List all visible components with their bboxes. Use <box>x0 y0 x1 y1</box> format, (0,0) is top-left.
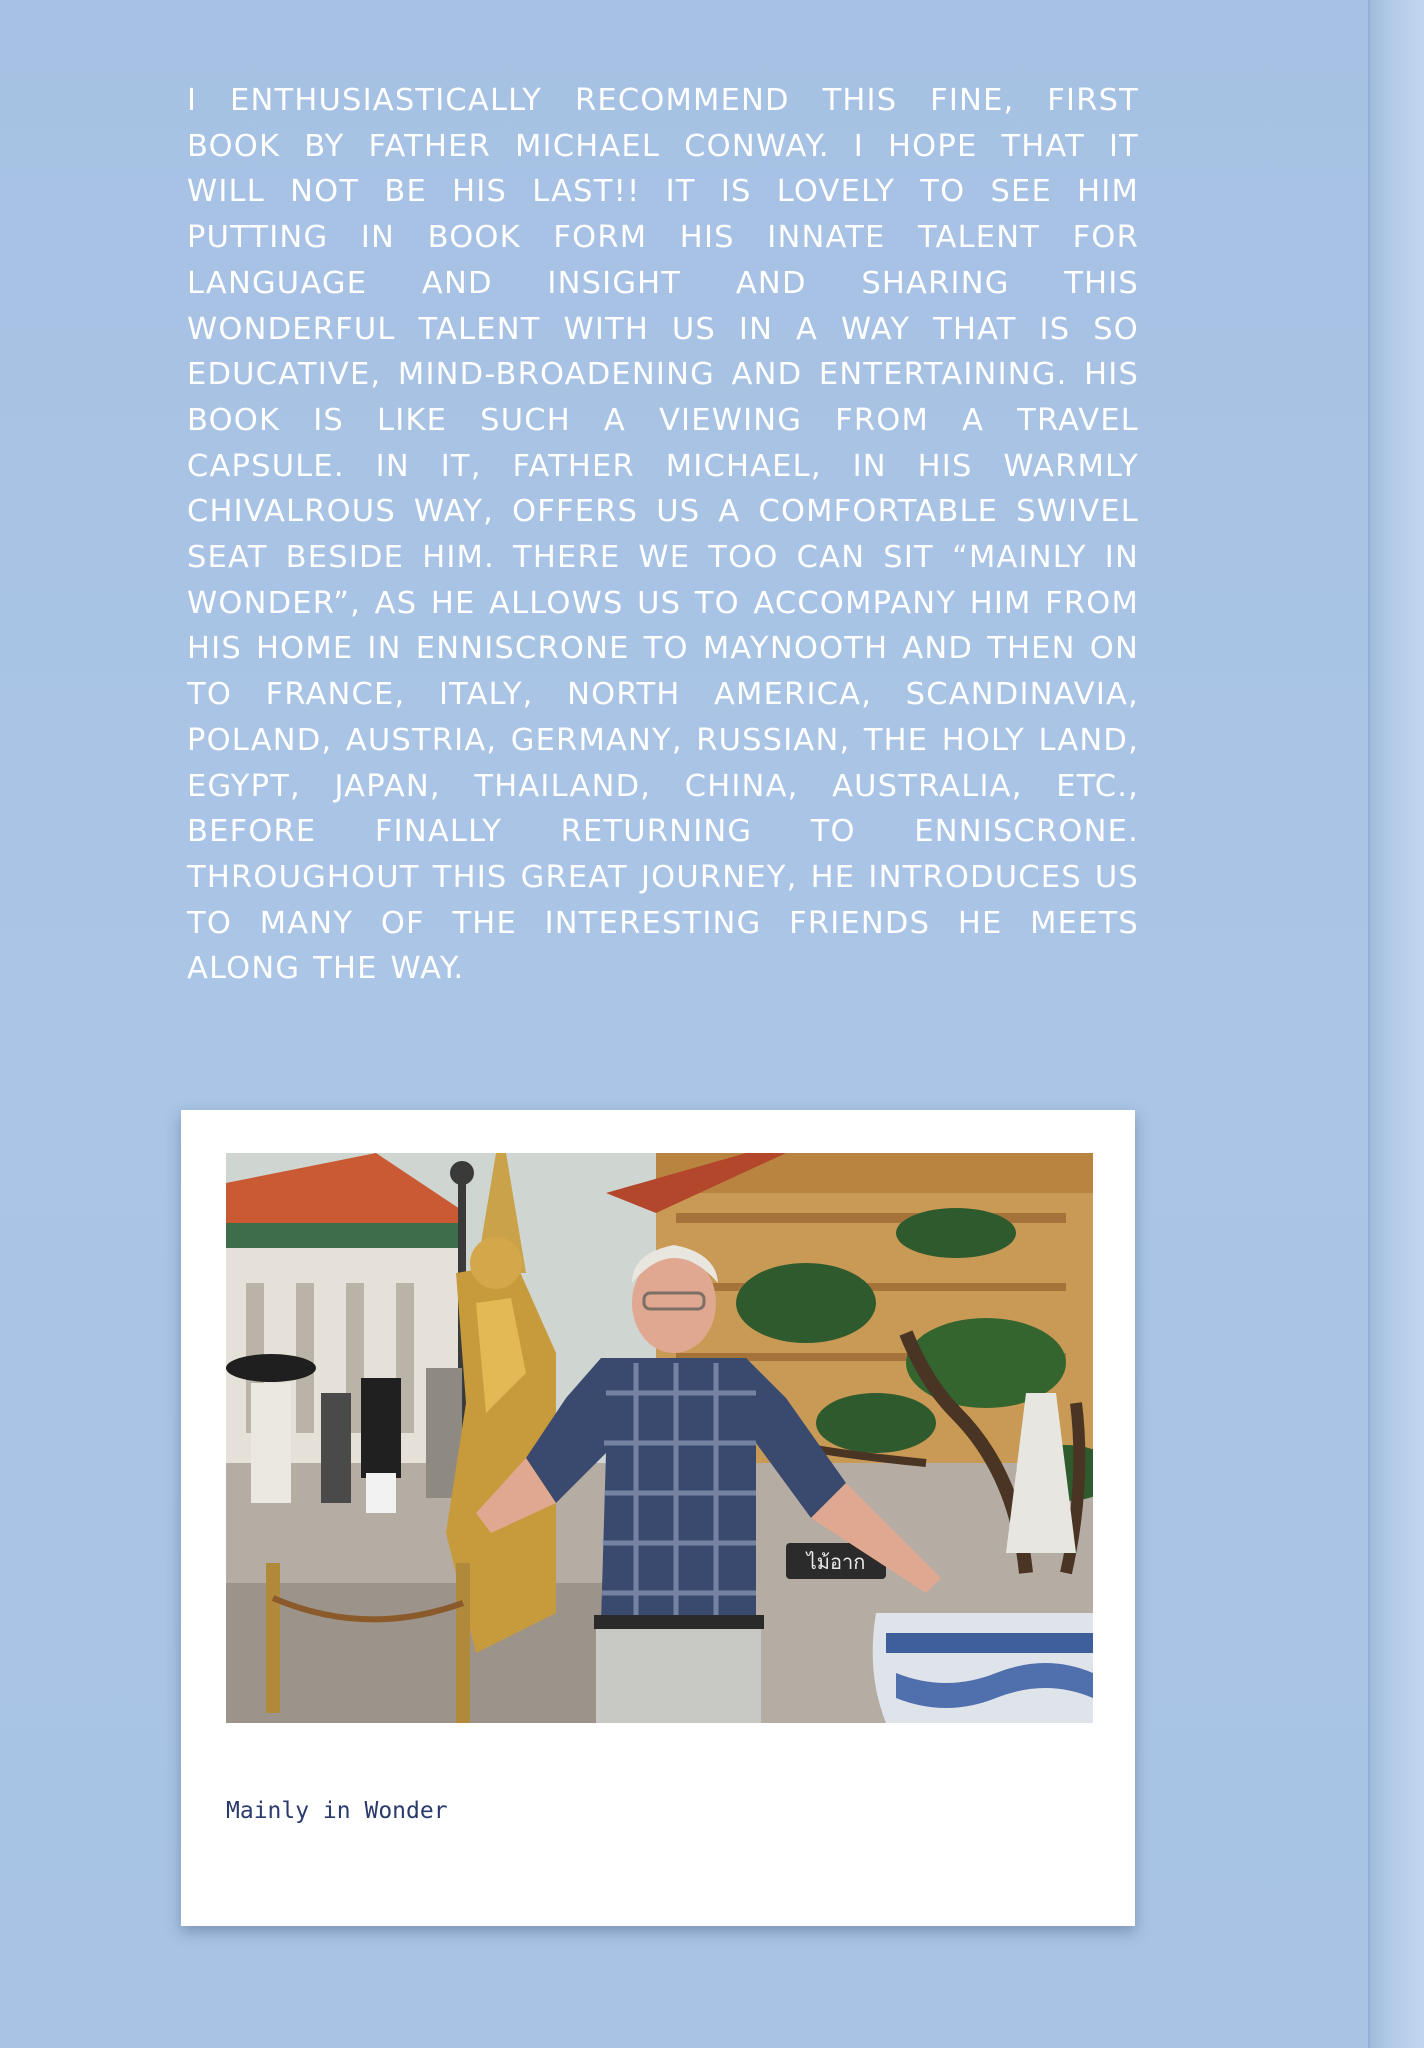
spine-edge <box>1368 0 1424 2048</box>
photo-card <box>181 1110 1135 1926</box>
photo-caption: Mainly in Wonder <box>226 1798 448 1824</box>
author-photo <box>226 1153 1093 1723</box>
blurb-text: I ENTHUSIASTICALLY RECOMMEND THIS FINE, FIRST BOOK BY FATHER MICHAEL CONWAY. I HOPE THAT IT WILL NOT BE HIS LAST!! IT IS LOVELY TO SEE HIM PUTTING IN BOOK FORM HIS INNATE TALENT FOR LANGUAGE AND INSIGHT AND SHARING THIS WONDERFUL TALENT WITH US IN A WAY THAT IS SO EDUCATIVE, MIND-BROADENING AND ENTERTAINING. HIS BOOK IS LIKE SUCH A VIEWING FROM A TRAVEL CAPSULE. IN IT, FATHER MICHAEL, IN HIS WARMLY CHIVALROUS WAY, OFFERS US A COMFORTABLE SWIVEL SEAT BESIDE HIM. THERE WE TOO CAN SIT “MAINLY IN WONDER”, AS HE ALLOWS US TO ACCOMPANY HIM FROM HIS HOME IN ENNISCRONE TO MAYNOOTH AND THEN ON TO FRANCE, ITALY, NORTH AMERICA, SCANDINAVIA, POLAND, AUSTRIA, GERMANY, RUSSIAN, THE HOLY LAND, EGYPT, JAPAN, THAILAND, CHINA, AUSTRALIA, ETC., BEFORE FINALLY RETURNING TO ENNISCRONE. THROUGHOUT THIS GREAT JOURNEY, HE INTRODUCES US TO MANY OF THE INTERESTING FRIENDS HE MEETS ALONG THE WAY. <box>187 83 1139 987</box>
author-photo-illustration <box>226 1153 1093 1723</box>
sign-label: ไม้อาก <box>806 1550 866 1574</box>
